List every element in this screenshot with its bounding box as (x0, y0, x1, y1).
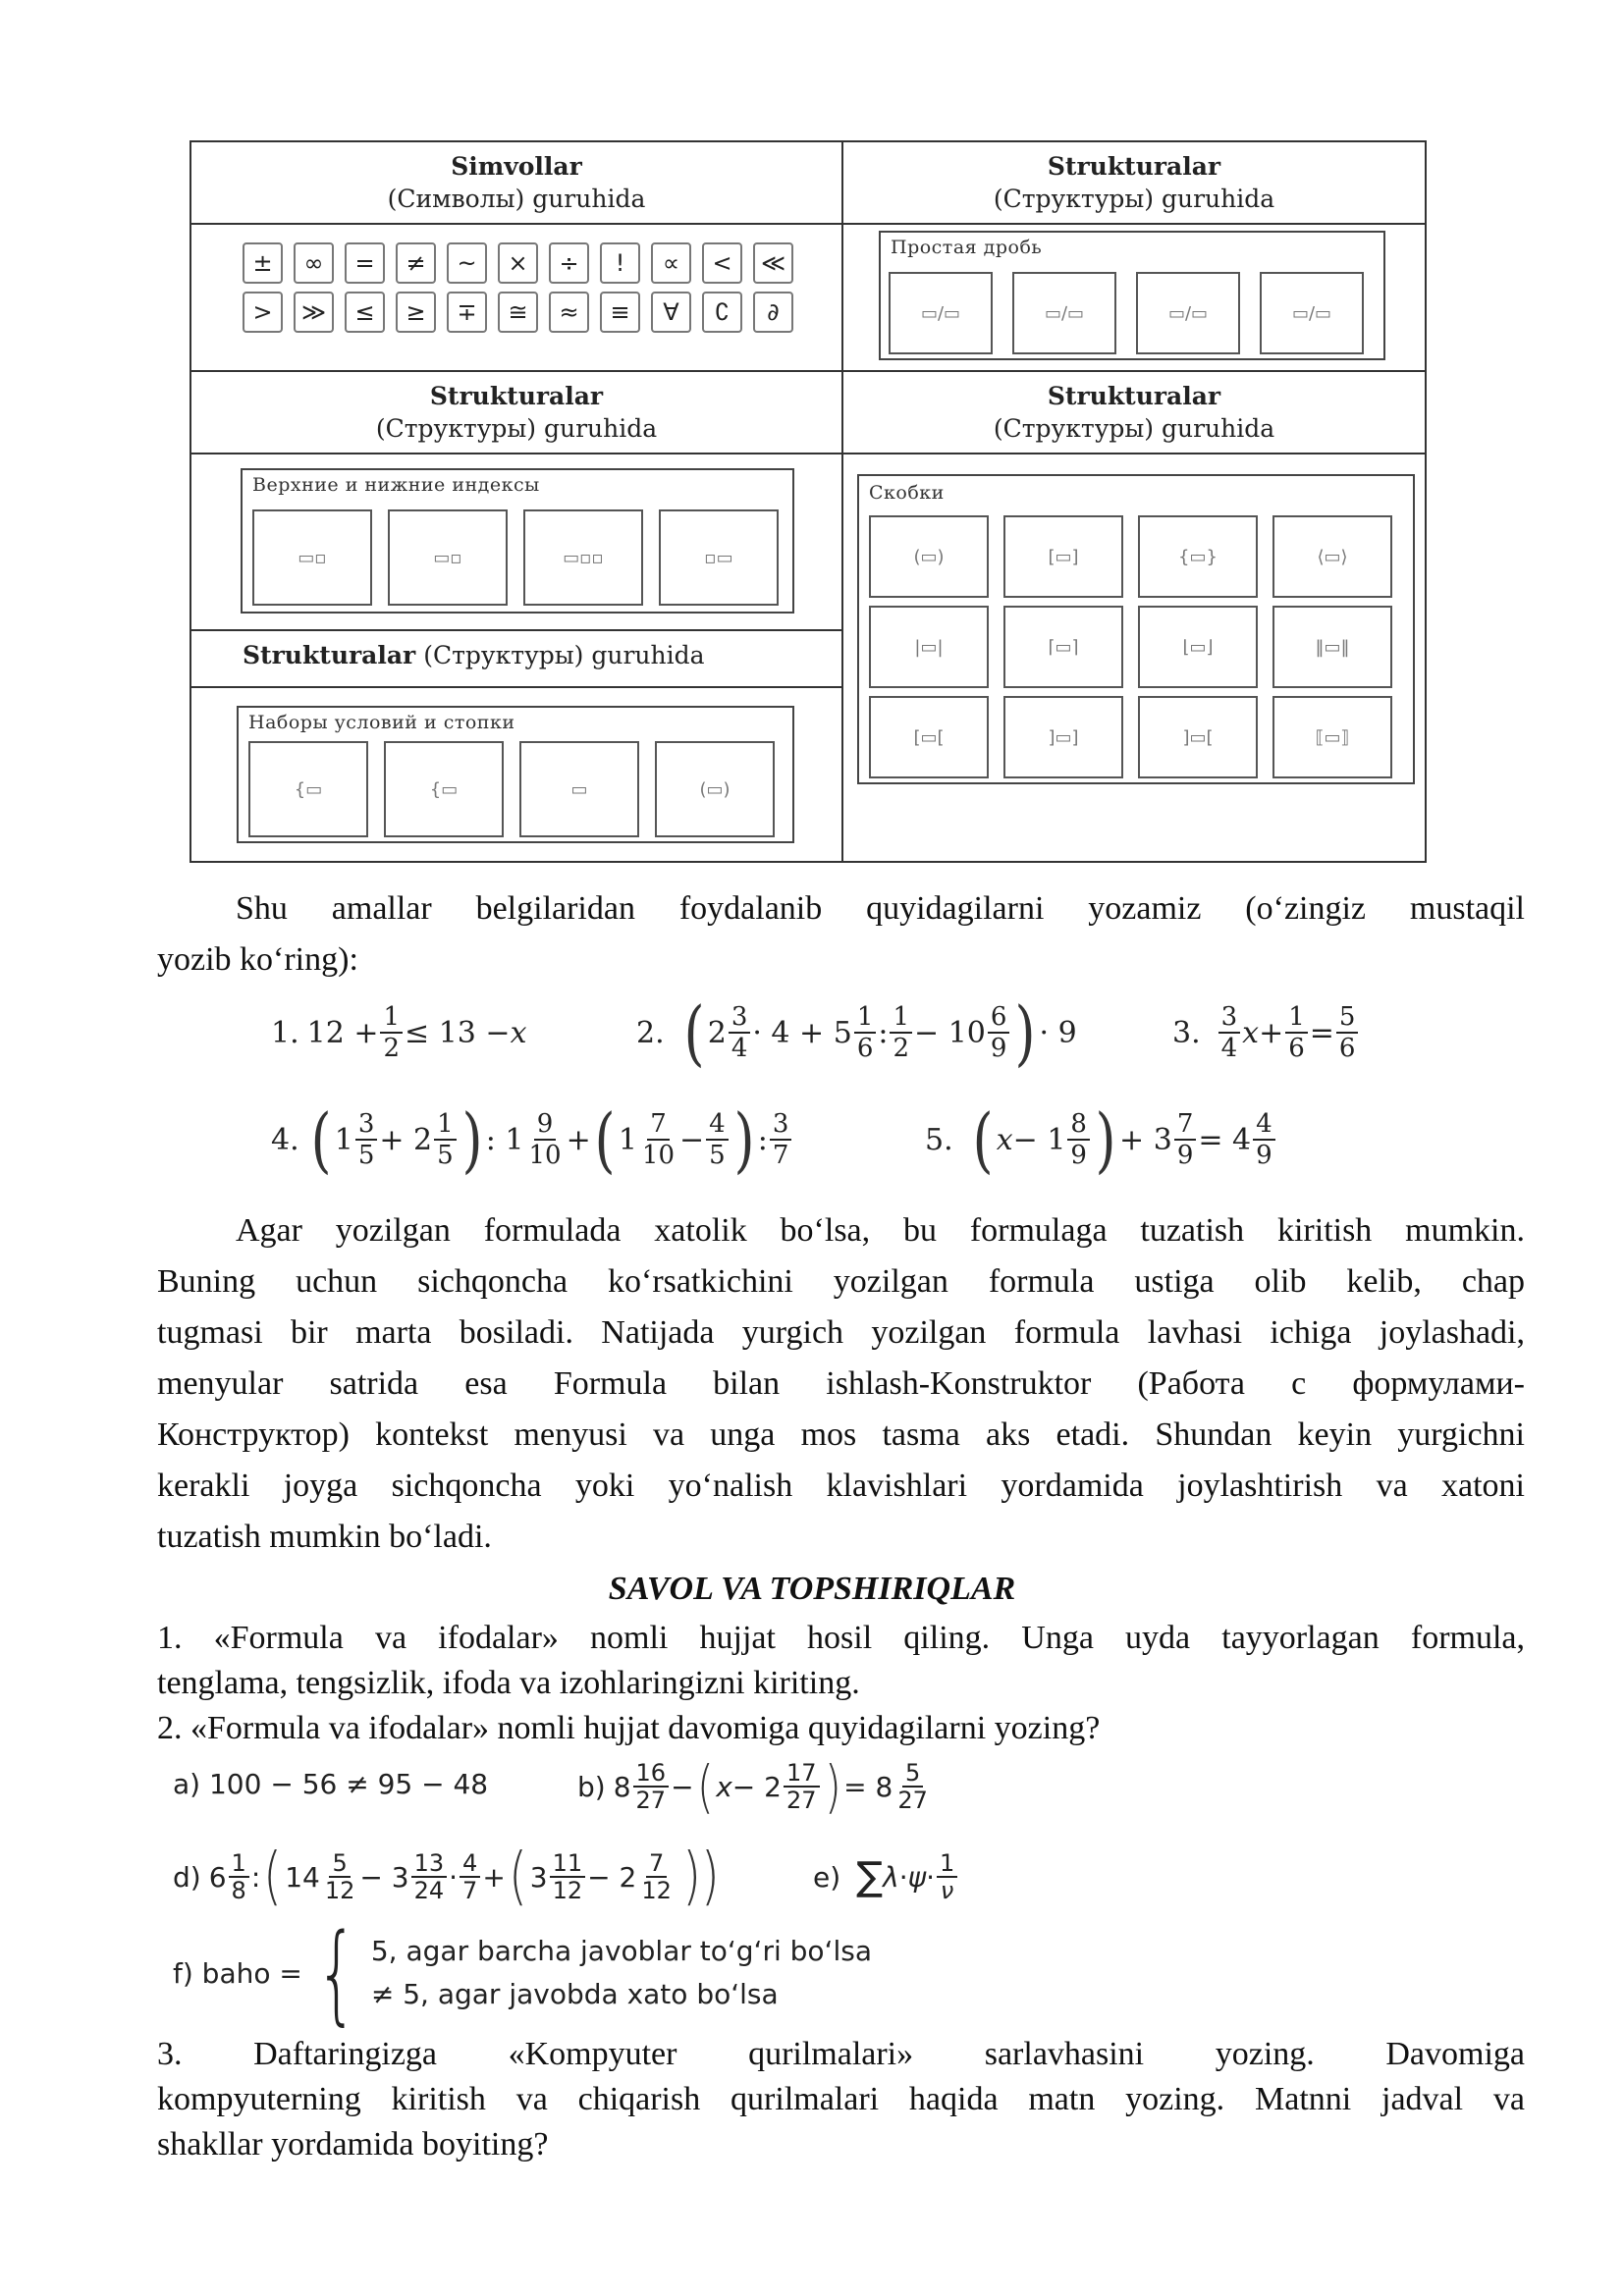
task-3-line-1: 3. Daftaringizga «Kompyuter qurilmalari» sarlavhasini yozing. Davomiga (157, 2036, 1525, 2072)
symbol-button[interactable]: ÷ (549, 242, 589, 284)
structures-subtitle: (Структуры) guruhida (375, 414, 658, 443)
symbol-button[interactable]: ≈ (549, 292, 589, 333)
symbol-button[interactable]: ∁ (702, 292, 742, 333)
symbol-button[interactable]: ~ (447, 242, 487, 284)
bracket-button[interactable]: [▭[ (869, 696, 989, 778)
bracket-button[interactable]: {▭} (1138, 515, 1258, 598)
brackets-panel (857, 474, 1415, 784)
bracket-button[interactable]: ]▭] (1003, 696, 1123, 778)
symbol-button[interactable]: ≪ (753, 242, 793, 284)
section-heading: SAVOL VA TOPSHIRIQLAR (608, 1571, 1016, 1607)
binomial-button[interactable]: (▭) (655, 741, 775, 837)
skewed-fraction-button[interactable]: ▭∕▭ (1012, 272, 1116, 354)
paragraph-2-line-4: menyular satrida esa Formula bilan ishlash-Konstruktor (Работа с формулами- (157, 1365, 1525, 1402)
structures-group-header-3 (843, 372, 1425, 454)
brackets-title: Скобки (869, 482, 945, 504)
exercise-f-label: f) baho = (173, 1956, 302, 1990)
symbols-cell (191, 225, 843, 372)
symbol-button[interactable]: < (702, 242, 742, 284)
symbols-subtitle: (Символы) guruhida (387, 185, 646, 213)
three-case-button[interactable]: {▭ (384, 741, 504, 837)
symbol-button[interactable]: ∂ (753, 292, 793, 333)
superscript-button[interactable]: ▭▫ (252, 509, 372, 606)
symbol-button[interactable]: = (345, 242, 385, 284)
left-bottom-cell (191, 454, 843, 861)
cases (371, 1930, 872, 2016)
paragraph-1-line-1: Shu amallar belgilaridan foydalanib quyidagilarni yozamiz (o‘zingiz mustaqil (236, 890, 1525, 927)
subscript-button[interactable]: ▭▫ (388, 509, 508, 606)
symbol-button[interactable]: ≡ (600, 292, 640, 333)
paragraph-2-line-6: kerakli joyga sichqoncha yoki yo‘nalish klavishlari yordamida joylashtirish va xatoni (157, 1468, 1525, 1504)
conditions-title: Наборы условий и стопки (248, 712, 515, 733)
formula-1-label: 1. (271, 1015, 299, 1050)
symbol-button[interactable]: ± (243, 242, 283, 284)
task-2: 2. «Formula va ifodalar» nomli hujjat davomiga quyidagilarni yozing? (157, 1710, 1101, 1746)
structures-group-header-4 (243, 641, 705, 669)
bracket-button[interactable]: [▭] (1003, 515, 1123, 598)
paragraph-2-line-1: Agar yozilgan formulada xatolik bo‘lsa, bu formulaga tuzatish kiritish mumkin. (236, 1212, 1525, 1249)
bracket-button[interactable]: ⟨▭⟩ (1272, 515, 1392, 598)
structures-subtitle: (Структуры) guruhida (993, 185, 1275, 213)
symbol-button[interactable]: ∝ (651, 242, 691, 284)
symbol-button[interactable]: ∞ (294, 242, 334, 284)
task-1-line-2: tenglama, tengsizlik, ifoda va izohlaringizni kiriting. (157, 1665, 860, 1701)
symbols-title: Simvollar (451, 152, 582, 181)
linear-fraction-button[interactable]: ▭/▭ (1136, 272, 1240, 354)
stack-button[interactable]: ▭ (519, 741, 639, 837)
formula-toolbar-figure (189, 140, 1427, 863)
sub-superscript-button[interactable]: ▭▫▫ (523, 509, 643, 606)
left-sub-superscript-button[interactable]: ▫▭ (659, 509, 779, 606)
bracket-button[interactable]: ⌊▭⌋ (1138, 606, 1258, 688)
case-2: ≠ 5, agar javobda xato bo‘lsa (370, 1978, 779, 2010)
symbol-button[interactable]: > (243, 292, 283, 333)
symbol-button[interactable]: ≥ (396, 292, 436, 333)
exercise-d: d) 6 $\frac{1}{8}$ : ( 14 $\frac{5}{12}$ − 3 $\frac{13}{24}$ · $\frac{4}{7}$ + ( 3 $\frac{11}{12}$ − 2 $\frac{7}{12}$ )) (173, 1841, 720, 1913)
paragraph-2-line-3: tugmasi bir marta bosiladi. Natijada yurgich yozilgan formula lavhasi ichiga joylashadi, (157, 1314, 1525, 1351)
two-case-button[interactable]: {▭ (248, 741, 368, 837)
task-3-line-3: shakllar yordamida boyiting? (157, 2126, 549, 2163)
symbols-grid (243, 242, 793, 333)
symbol-button[interactable]: ≤ (345, 292, 385, 333)
structures-subtitle: (Структуры) guruhida (423, 641, 705, 669)
simple-fraction-panel (879, 231, 1385, 360)
structures-title: Strukturalar (1047, 152, 1221, 181)
cases-brace: { (315, 1910, 357, 2036)
exercise-b: b) 8 $\frac{16}{27}$ − ( x − 2 $\frac{17}{27}$ ) = 8 $\frac{5}{27}$ (577, 1753, 928, 1820)
paragraph-2-line-7: tuzatish mumkin bo‘ladi. (157, 1519, 492, 1555)
paragraph-2-line-5: Конструктор) kontekst menyusi va unga mos tasma aks etadi. Shundan keyin yurgichni (157, 1416, 1525, 1453)
bracket-button[interactable]: |▭| (869, 606, 989, 688)
symbol-button[interactable]: ≠ (396, 242, 436, 284)
bracket-button[interactable]: ⟦▭⟧ (1272, 696, 1392, 778)
symbols-group-header (191, 142, 843, 225)
task-1-line-1: 1. «Formula va ifodalar» nomli hujjat hosil qiling. Unga uyda tayyorlagan formula, (157, 1620, 1525, 1656)
exercise-e: e) ∑ λ · ψ · $\frac{1}{\nu}$ (813, 1838, 959, 1916)
exercise-d-label: d) (173, 1860, 201, 1894)
bracket-button[interactable]: ‖▭‖ (1272, 606, 1392, 688)
structures-subtitle: (Структуры) guruhida (993, 414, 1275, 443)
formula-3-label: 3. (1172, 1015, 1201, 1050)
bracket-button[interactable]: (▭) (869, 515, 989, 598)
symbol-button[interactable]: ∀ (651, 292, 691, 333)
sub-sup-title: Верхние и нижние индексы (252, 474, 540, 496)
formula-3: 3. $\frac{3}{4}$ x + $\frac{1}{6}$ = $\frac{5}{6}$ (1172, 993, 1360, 1072)
simple-fraction-title: Простая дробь (891, 237, 1043, 258)
bracket-button[interactable]: ]▭[ (1138, 696, 1258, 778)
sub-sup-panel (241, 468, 794, 614)
formula-2: 2. ( 2 $\frac{3}{4}$ · 4 + 5 $\frac{1}{6}$ : $\frac{1}{2}$ − 10 $\frac{6}{9}$ ) · 9 (636, 991, 1077, 1074)
formula-4: 4. ( 1 $\frac{3}{5}$ + 2 $\frac{1}{5}$ ) : 1 $\frac{9}{10}$ + ( 1 $\frac{7}{10}$ − $\frac{4}{5}$ ) : $\frac{3}{7}$ (271, 1094, 793, 1186)
symbol-button[interactable]: ! (600, 242, 640, 284)
formula-5-label: 5. (925, 1122, 953, 1157)
structures-title: Strukturalar (1047, 382, 1221, 410)
conditions-panel (237, 706, 794, 843)
bracket-button[interactable]: ⌈▭⌉ (1003, 606, 1123, 688)
exercise-a: a) 100 − 56 ≠ 95 − 48 (173, 1767, 489, 1800)
symbol-button[interactable]: ∓ (447, 292, 487, 333)
exercise-f (173, 1910, 872, 2036)
symbol-button[interactable]: × (498, 242, 538, 284)
case-1: 5, agar barcha javoblar to‘g‘ri bo‘lsa (370, 1935, 872, 1967)
formula-1: 1. 12 + $\frac{1}{2}$ ≤ 13 − x (271, 1002, 527, 1063)
cell-divider (191, 629, 841, 631)
small-fraction-button[interactable]: ▭/▭ (1260, 272, 1364, 354)
formula-5: 5. ( x − 1 $\frac{8}{9}$ ) + 3 $\frac{7}{9}$ = 4 $\frac{4}{9}$ (925, 1094, 1277, 1186)
exercise-b-label: b) (577, 1770, 606, 1803)
paragraph-2-line-2: Buning uchun sichqoncha ko‘rsatkichini yozilgan formula ustiga olib kelib, chap (157, 1263, 1525, 1300)
formula-2-label: 2. (636, 1015, 665, 1050)
structures-group-header-1 (843, 142, 1425, 225)
structures-title: Strukturalar (429, 382, 604, 410)
simple-fraction-cell (843, 225, 1425, 372)
exercise-e-label: e) (813, 1860, 841, 1894)
brackets-cell (843, 454, 1425, 861)
symbol-button[interactable]: ≫ (294, 292, 334, 333)
structures-title: Strukturalar (243, 641, 416, 669)
cell-divider (191, 686, 841, 688)
structures-group-header-2 (191, 372, 843, 454)
stacked-fraction-button[interactable]: ▭/▭ (889, 272, 993, 354)
symbol-button[interactable]: ≅ (498, 292, 538, 333)
paragraph-1-line-2: yozib ko‘ring): (157, 941, 358, 978)
formula-4-label: 4. (271, 1122, 299, 1157)
task-3-line-2: kompyuterning kiritish va chiqarish qurilmalari haqida matn yozing. Matnni jadval va (157, 2081, 1525, 2117)
